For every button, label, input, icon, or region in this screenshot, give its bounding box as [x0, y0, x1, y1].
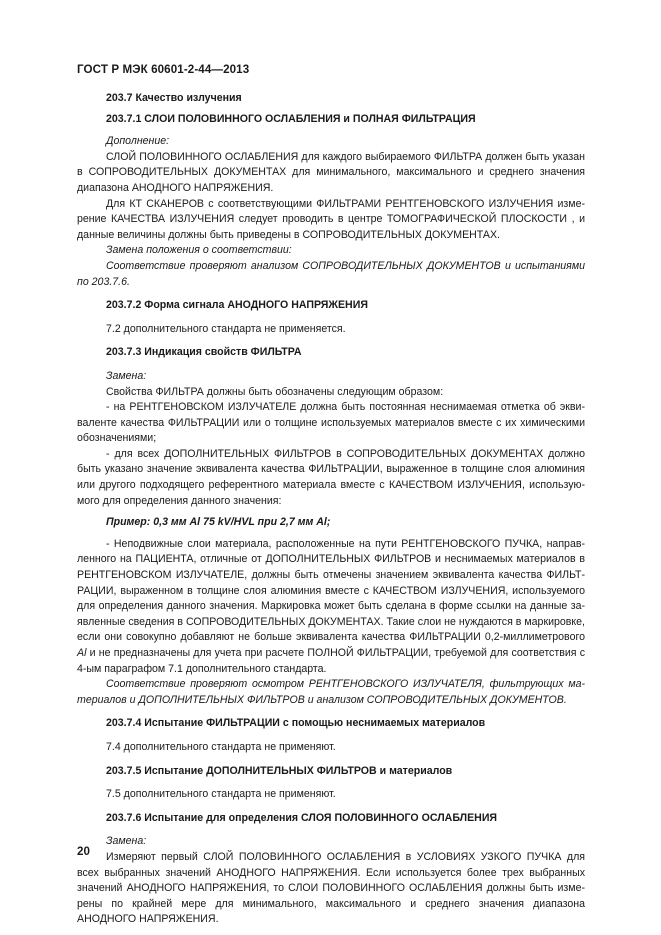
- section-heading-203-7-6: 203.7.6 Испытание для определения СЛОЯ ПОЛОВИННОГО ОСЛАБЛЕНИЯ: [106, 811, 498, 824]
- label-replacement: Замена:: [106, 369, 147, 382]
- fixed-layers-tail: и не предназначены для учета при расчете ПОЛНОЙ ФИЛЬТРАЦИИ, требуемой для соответствия с 4-ым параграфом 7.1 дополнительного стандарта.: [77, 647, 585, 675]
- section-heading-203-7-5: 203.7.5 Испытание ДОПОЛНИТЕЛЬНЫХ ФИЛЬТРОВ и материалов: [106, 764, 453, 777]
- document-header: ГОСТ Р МЭК 60601-2-44—2013: [77, 63, 250, 76]
- spacer: [77, 708, 585, 716]
- spacer: [77, 732, 585, 740]
- paragraph-compliance-check: Соответствие проверяют анализом СОПРОВОДИТЕЛЬНЫХ ДОКУМЕНТОВ и испытаниями по 203.7.6.: [77, 259, 585, 288]
- paragraph-hvl-requirement: СЛОЙ ПОЛОВИННОГО ОСЛАБЛЕНИЯ для каждого выбираемого ФИЛЬТРА должен быть указан в СОПРОВОДИТЕЛЬНЫХ ДОКУМЕНТАХ для минимального, максимального и среднего значения диапазона АНОДНОГО НАПРЯЖЕНИЯ.: [77, 150, 585, 194]
- paragraph-inspection-compliance: Соответствие проверяют осмотром РЕНТГЕНОВСКОГО ИЗЛУЧАТЕЛЯ, фильтрующих ма-териалов и ДОПОЛНИТЕЛЬНЫХ ФИЛЬТРОВ и анализом СОПРОВОДИТЕЛЬНЫХ ДОКУМЕНТОВ.: [77, 678, 585, 706]
- paragraph-hvl-measurement: Измеряют первый СЛОЙ ПОЛОВИННОГО ОСЛАБЛЕНИЯ в УСЛОВИЯХ УЗКОГО ПУЧКА для всех выбранных значений АНОДНОГО НАПРЯЖЕНИЯ. Если используется более трех выбранных значений АНОДНОГО НАПРЯЖЕНИЯ, то СЛОИ ПОЛОВИННОГО ОСЛАБЛЕНИЯ должны быть изме-рены по крайней мере для минимального, максимального и среднего значения диапазона АНОДНОГО НАПРЯЖЕНИЯ.: [77, 850, 585, 926]
- spacer: [77, 361, 585, 369]
- label-addition: Дополнение:: [106, 135, 170, 148]
- spacer: [77, 756, 585, 764]
- section-heading-203-7-3: 203.7.3 Индикация свойств ФИЛЬТРА: [106, 346, 302, 359]
- spacer: [77, 290, 585, 298]
- page-number: 20: [77, 845, 90, 858]
- spacer: [77, 803, 585, 811]
- paragraph-xray-tube-marking: - на РЕНТГЕНОВСКОМ ИЗЛУЧАТЕЛЕ должна быть постоянная неснимаемая отметка об экви-валенте качества ФИЛЬТРАЦИИ или о толщине используемых материалов вместе с их химическими обозначениями;: [77, 401, 585, 445]
- spacer: [77, 779, 585, 787]
- paragraph-ct-scanners: Для КТ СКАНЕРОВ с соответствующими ФИЛЬТРАМИ РЕНТГЕНОВСКОГО ИЗЛУЧЕНИЯ изме-рение КАЧЕСТВА ИЗЛУЧЕНИЯ следует проводить в центре ТОМОГРАФИЧЕСКОЙ ПЛОСКОСТИ , и данные величины должны быть приведены в СОПРОВОДИТЕЛЬНЫХ ДОКУМЕНТАХ.: [77, 197, 585, 241]
- spacer: [77, 826, 585, 834]
- section-heading-203-7-2: 203.7.2 Форма сигнала АНОДНОГО НАПРЯЖЕНИЯ: [106, 299, 368, 312]
- section-heading-203-7: 203.7 Качество излучения: [106, 92, 242, 104]
- section-heading-203-7-1: 203.7.1 СЛОИ ПОЛОВИННОГО ОСЛАБЛЕНИЯ и ПОЛНАЯ ФИЛЬТРАЦИЯ: [106, 112, 476, 125]
- paragraph-fixed-layers: [77, 537, 585, 677]
- paragraph-filter-properties: Свойства ФИЛЬТРА должны быть обозначены следующим образом:: [106, 385, 444, 398]
- document-body: [77, 91, 585, 928]
- spacer: [77, 127, 585, 134]
- paragraph-7-5-not-applied: 7.5 дополнительного стандарта не применяют.: [106, 788, 336, 801]
- label-replacement-2: Замена:: [106, 835, 147, 848]
- paragraph-7-2-not-applied: 7.2 дополнительного стандарта не применяется.: [106, 322, 346, 335]
- paragraph-added-filters: - для всех ДОПОЛНИТЕЛЬНЫХ ФИЛЬТРОВ в СОПРОВОДИТЕЛЬНЫХ ДОКУМЕНТАХ должно быть указано значение эквивалента качества ФИЛЬТРАЦИИ, выраженное в толщине слоя алюминия или другого подходящего референтного материала вместе с КАЧЕСТВОМ ИЗЛУЧЕНИЯ, использую-мого для определения данного значения:: [77, 447, 585, 507]
- spacer: [77, 314, 585, 322]
- spacer: [77, 337, 585, 345]
- fixed-layers-text: - Неподвижные слои материала, расположенные на пути РЕНТГЕНОВСКОГО ПУЧКА, направ-ленного на ПАЦИЕНТА, отличные от ДОПОЛНИТЕЛЬНЫХ ФИЛЬТРОВ и неснимаемых материалов в РЕНТГЕНОВСКОМ ИЗЛУЧАТЕЛЕ, должны быть отмечены значением эквивалента качества ФИЛЬТ-РАЦИИ, выраженном в толщине слоя алюминия вместе с КАЧЕСТВОМ ИЗЛУЧЕНИЯ, используемого для определения данного значения. Маркировка может быть сделана в форме ссылки на данные за-явленные сведения в СОПРОВОДИТЕЛЬНЫХ ДОКУМЕНТАХ. Такие слои не нуждаются в маркировке, если они совокупно добавляют не больше эквивалента качества ФИЛЬТРАЦИИ 0,2-миллиметрового: [77, 537, 585, 644]
- section-heading-203-7-4: 203.7.4 Испытание ФИЛЬТРАЦИИ с помощью неснимаемых материалов: [106, 717, 486, 730]
- label-compliance-replacement: Замена положения о соответствии:: [106, 244, 292, 257]
- paragraph-7-4-not-applied: 7.4 дополнительного стандарта не применяют.: [106, 740, 336, 753]
- aluminium-symbol: Al: [77, 647, 87, 659]
- example-line: Пример: 0,3 мм Al 75 kV/HVL при 2,7 мм Al;: [106, 516, 331, 529]
